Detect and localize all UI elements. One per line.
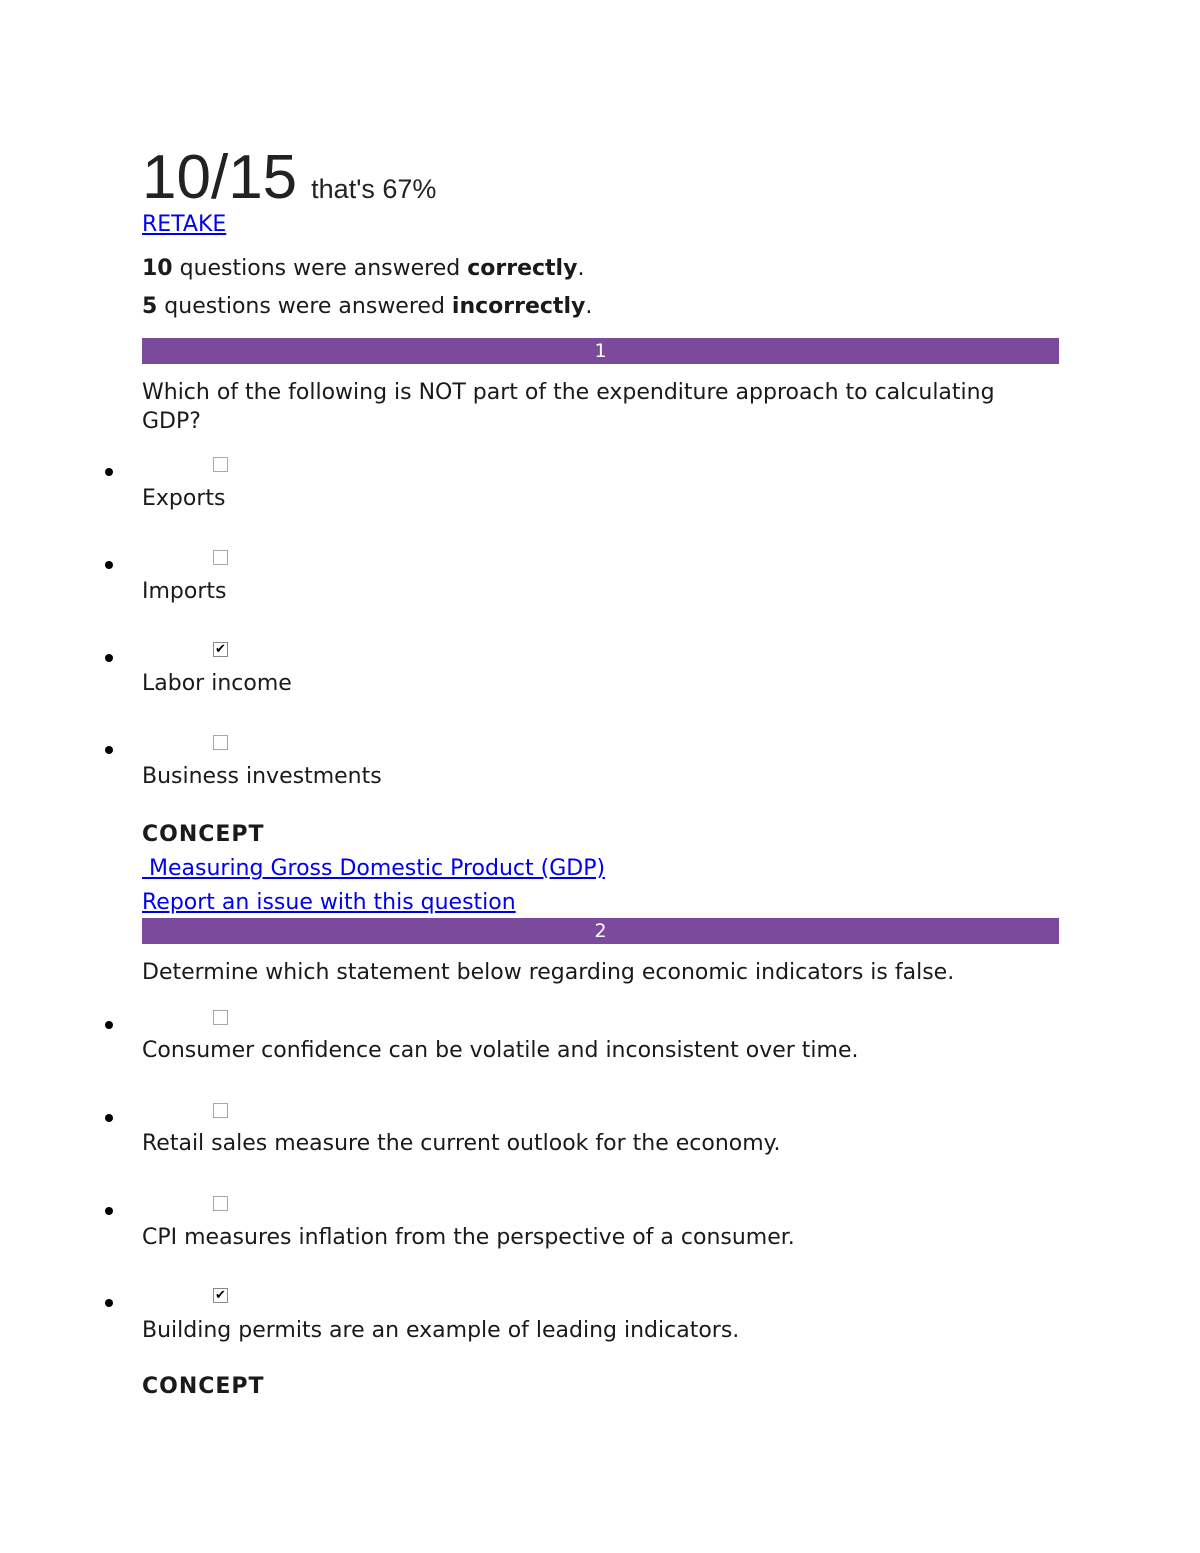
summary-incorrect [142, 294, 592, 319]
question-2-header: 2 [142, 918, 1059, 944]
score-fraction: 10/15 [142, 143, 298, 212]
question-2-option-4-checkbox-checked[interactable]: ✔ [213, 1288, 228, 1303]
question-2-option-1-label: Consumer confidence can be volatile and inconsistent over time. [142, 1038, 859, 1063]
correct-text: questions were answered [172, 256, 468, 281]
bullet-icon [105, 1021, 113, 1029]
question-1-option-2-label: Imports [142, 579, 227, 604]
incorrect-word: incorrectly [451, 294, 586, 319]
question-1-concept-heading: CONCEPT [142, 822, 265, 847]
score-line [142, 142, 436, 213]
incorrect-count: 5 [142, 294, 158, 319]
question-1-text: Which of the following is NOT part of the expenditure approach to calculating GDP? [142, 380, 995, 434]
question-1-option-2-checkbox[interactable] [213, 550, 228, 565]
bullet-icon [105, 654, 113, 662]
question-2-text: Determine which statement below regarding economic indicators is false. [142, 960, 955, 985]
correct-count: 10 [142, 256, 173, 281]
question-2-option-1-checkbox[interactable] [213, 1010, 228, 1025]
question-1-option-3-label: Labor income [142, 671, 292, 696]
question-2-option-4-label: Building permits are an example of leading indicators. [142, 1318, 740, 1343]
question-1-option-4-label: Business investments [142, 764, 382, 789]
correct-word: correctly [467, 256, 578, 281]
question-2-option-2-checkbox[interactable] [213, 1103, 228, 1118]
bullet-icon [105, 1299, 113, 1307]
question-1-header: 1 [142, 338, 1059, 364]
report-issue-link[interactable]: Report an issue with this question [142, 890, 516, 915]
concept-link[interactable]: Measuring Gross Domestic Product (GDP) [142, 856, 606, 881]
question-2-option-3-checkbox[interactable] [213, 1196, 228, 1211]
correct-period: . [577, 256, 585, 281]
question-1-option-3-checkbox-checked[interactable]: ✔ [213, 642, 228, 657]
question-1-option-4-checkbox[interactable] [213, 735, 228, 750]
question-2-option-3-label: CPI measures inflation from the perspective of a consumer. [142, 1225, 795, 1250]
question-1-option-1-label: Exports [142, 486, 226, 511]
question-2-option-2-label: Retail sales measure the current outlook for the economy. [142, 1131, 781, 1156]
question-2-concept-heading: CONCEPT [142, 1374, 265, 1399]
incorrect-period: . [585, 294, 593, 319]
bullet-icon [105, 746, 113, 754]
bullet-icon [105, 468, 113, 476]
score-percent: that's 67% [311, 174, 437, 204]
bullet-icon [105, 561, 113, 569]
bullet-icon [105, 1207, 113, 1215]
question-1-option-1-checkbox[interactable] [213, 457, 228, 472]
incorrect-text: questions were answered [157, 294, 452, 319]
retake-link[interactable]: RETAKE [142, 212, 227, 237]
bullet-icon [105, 1114, 113, 1122]
summary-correct [142, 256, 584, 281]
